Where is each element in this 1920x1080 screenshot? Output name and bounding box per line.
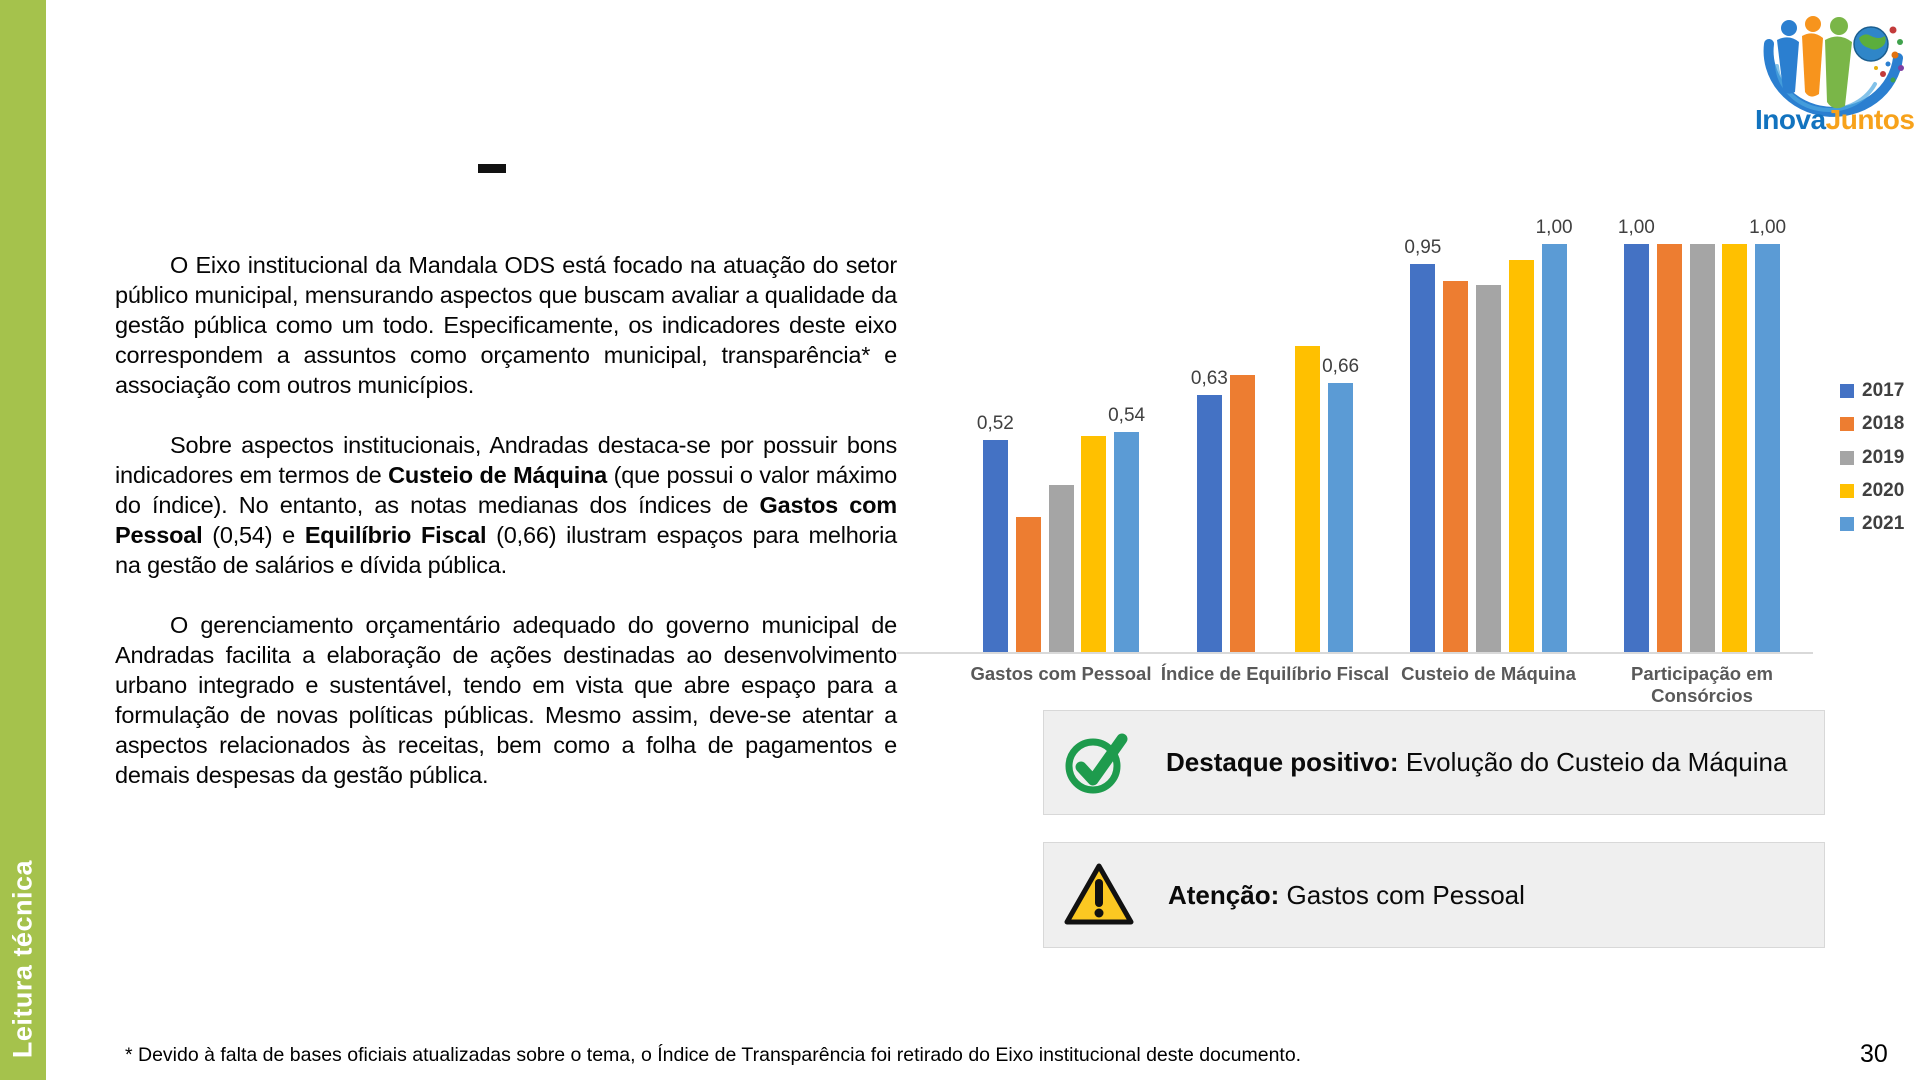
- legend-item-2019: [1840, 448, 1910, 468]
- bar-2017-cat1: [1197, 395, 1222, 652]
- side-band: [0, 0, 46, 1080]
- side-band-label: Leitura técnica: [7, 859, 38, 1058]
- bar-value-label-2017-cat2: 0,95: [1404, 237, 1442, 258]
- legend-label-2018: 2018: [1862, 413, 1905, 435]
- bar-2019-cat2: [1476, 285, 1501, 652]
- legend-swatch-2018: [1840, 417, 1854, 431]
- callout-positive-text: [1166, 747, 1787, 778]
- bar-2021-cat3: [1755, 244, 1780, 652]
- bar-2017-cat2: [1410, 264, 1435, 652]
- bar-2020-cat2: [1509, 260, 1534, 652]
- callout-positive-title: Destaque positivo:: [1166, 747, 1399, 777]
- paragraph: Sobre aspectos institucionais, Andradas destaca-se por possuir bons indicadores em termos de Custeio de Máquina (que possui o valor máximo do índice). No entanto, as notas medianas dos índices de Gastos com Pessoal (0,54) e Equilíbrio Fiscal (0,66) ilustram espaços para melhoria na gestão de salários e dívida pública.: [115, 432, 898, 578]
- category-label-2: Custeio de Máquina: [1401, 663, 1576, 684]
- bar-value-label-2017-cat3: 1,00: [1617, 217, 1655, 238]
- legend-label-2020: 2020: [1862, 479, 1905, 501]
- legend-item-2017: [1840, 381, 1910, 401]
- legend-label-2019: 2019: [1862, 446, 1905, 468]
- bar-2017-cat0: [983, 440, 1008, 652]
- bar-value-label-2021-cat2: 1,00: [1535, 217, 1573, 238]
- category-label-3: Participação em Consórcios: [1631, 663, 1773, 706]
- inovajuntos-logo: [1755, 6, 1915, 136]
- callout-attention-title: Atenção:: [1168, 879, 1280, 910]
- callout-attention-body: Gastos com Pessoal: [1279, 879, 1525, 910]
- legend-item-2020: [1840, 481, 1910, 501]
- callout-attention-text: [1168, 880, 1525, 911]
- bar-2018-cat3: [1657, 244, 1682, 652]
- callout-positive: [1043, 710, 1825, 815]
- bar-value-label-2017-cat0: 0,52: [976, 413, 1014, 434]
- bar-2020-cat1: [1295, 346, 1320, 652]
- callout-positive-body: Evolução do Custeio da Máquina: [1398, 747, 1788, 777]
- bar-2018-cat2: [1443, 281, 1468, 652]
- legend-swatch-2021: [1840, 517, 1854, 531]
- category-label-1: Índice de Equilíbrio Fiscal: [1160, 663, 1390, 684]
- x-axis-line: [897, 652, 1813, 654]
- heading-dash: [478, 164, 506, 173]
- bar-value-label-2017-cat1: 0,63: [1190, 368, 1228, 389]
- legend-swatch-2020: [1840, 484, 1854, 498]
- legend-swatch-2017: [1840, 384, 1854, 398]
- bar-2020-cat0: [1081, 436, 1106, 652]
- category-label-0: Gastos com Pessoal: [970, 663, 1152, 684]
- bar-2017-cat3: [1624, 244, 1649, 652]
- legend-item-2018: [1840, 414, 1910, 434]
- bar-value-label-2021-cat3: 1,00: [1749, 217, 1787, 238]
- bar-2020-cat3: [1722, 244, 1747, 652]
- bar-value-label-2021-cat0: 0,54: [1108, 405, 1146, 426]
- logo-word-inova: Inova: [1755, 104, 1826, 135]
- article: [115, 250, 897, 820]
- bar-2018-cat1: [1230, 375, 1255, 652]
- bar-2021-cat0: [1114, 432, 1139, 652]
- bar-2021-cat1: [1328, 383, 1353, 652]
- bar-2018-cat0: [1016, 517, 1041, 652]
- warning-triangle-icon: [1062, 861, 1136, 929]
- legend-label-2017: 2017: [1862, 380, 1905, 401]
- footnote: * Devido à falta de bases oficiais atualizadas sobre o tema, o Índice de Transparência foi retirado do Eixo institucional deste documento.: [125, 1044, 1302, 1066]
- bar-chart: [895, 175, 1910, 706]
- paragraph: O Eixo institucional da Mandala ODS está focado na atuação do setor público municipal, mensurando aspectos que buscam avaliar a qualidade da gestão pública como um todo. Especificamente, os indicadores deste eixo correspondem a assuntos como orçamento municipal, transparência* e associação com outros municípios.: [115, 252, 897, 398]
- callout-attention: [1043, 842, 1825, 948]
- logo-wordmark: [1755, 104, 1915, 136]
- legend-label-2021: 2021: [1862, 513, 1905, 535]
- bar-2019-cat0: [1049, 485, 1074, 652]
- legend-swatch-2019: [1840, 451, 1854, 465]
- page-number: 30: [1860, 1040, 1888, 1068]
- bar-value-label-2021-cat1: 0,66: [1322, 356, 1360, 377]
- bar-2019-cat3: [1690, 244, 1715, 652]
- logo-word-juntos: Juntos: [1825, 104, 1915, 135]
- bar-2021-cat2: [1542, 244, 1567, 652]
- check-circle-icon: [1062, 726, 1134, 800]
- paragraph: O gerenciamento orçamentário adequado do governo municipal de Andradas facilita a elaboração de ações destinadas ao desenvolvimento urbano integrado e sustentável, tendo em vista que abre espaço para a formulação de novas políticas públicas. Mesmo assim, deve-se atentar a aspectos relacionados às receitas, bem como a folha de pagamentos e demais despesas da gestão pública.: [115, 612, 897, 788]
- legend-item-2021: [1840, 514, 1910, 534]
